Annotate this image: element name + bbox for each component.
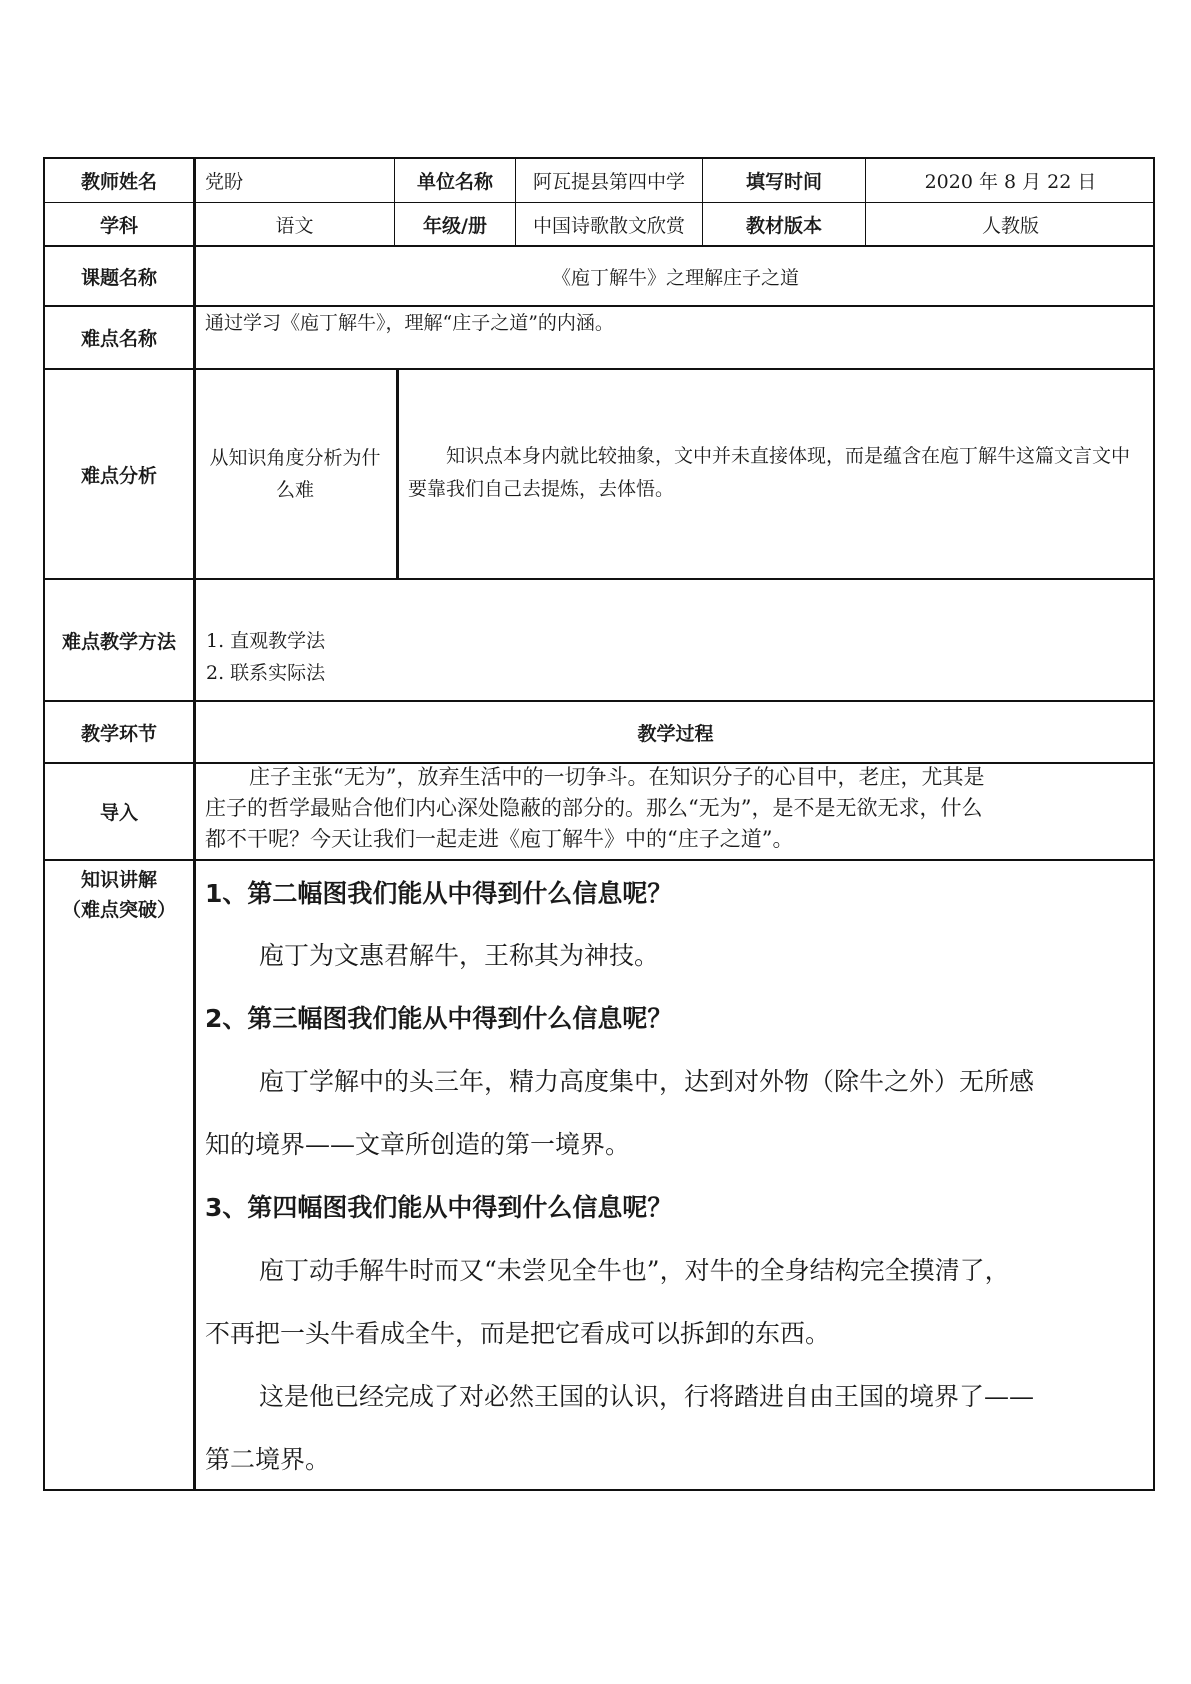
answer-2-line-2: 知的境界——文章所创造的第一境界。 (205, 1130, 631, 1159)
method-item-2: 2. 联系实际法 (206, 662, 326, 684)
lesson-plan-table (43, 157, 1155, 1491)
answer-4-line-1: 这是他已经完成了对必然王国的认识，行将踏进自由王国的境界了—— (259, 1382, 1035, 1411)
intro-label: 导入 (99, 802, 138, 824)
edition-label: 教材版本 (745, 214, 822, 237)
answer-4-line-2: 第二境界。 (205, 1445, 331, 1474)
column-divider (193, 159, 196, 1489)
grade-value: 中国诗歌散文欣赏 (532, 214, 685, 237)
answer-2-line-1: 庖丁学解中的头三年，精力高度集中，达到对外物（除牛之外）无所感 (259, 1067, 1035, 1096)
teacher-name-label: 教师姓名 (80, 171, 157, 193)
topic-value: 《庖丁解牛》之理解庄子之道 (551, 266, 799, 289)
question-1: 1、第二幅图我们能从中得到什么信息呢？ (205, 879, 673, 908)
answer-3-line-1: 庖丁动手解牛时而又“未尝见全牛也”，对牛的全身结构完全摸清了， (259, 1256, 1010, 1285)
subject-label: 学科 (99, 214, 138, 237)
topic-label: 课题名称 (80, 266, 157, 289)
difficulty-value: 通过学习《庖丁解牛》，理解“庄子之道”的内涵。 (205, 312, 614, 334)
row-divider (45, 859, 1153, 861)
analysis-content: 知识点本身内就比较抽象，文中并未直接体现，而是蕴含在庖丁解牛这篇文言文中要靠我们自己去提炼，去体悟。 (408, 445, 1131, 500)
knowledge-label: 知识讲解 (80, 869, 157, 891)
answer-3-line-2: 不再把一头牛看成全牛，而是把它看成可以拆卸的东西。 (205, 1319, 831, 1348)
intro-line-1: 庄子主张“无为”，放弃生活中的一切争斗。在知识分子的心目中，老庄，尤其是 (249, 765, 985, 789)
row-divider (45, 578, 1153, 580)
subject-value: 语文 (275, 214, 314, 237)
intro-line-3: 都不干呢？今天让我们一起走进《庖丁解牛》中的“庄子之道”。 (205, 827, 794, 851)
process-content-header: 教学过程 (637, 722, 714, 745)
edition-value: 人教版 (981, 214, 1039, 237)
method-label: 难点教学方法 (61, 630, 176, 653)
grade-label: 年级/册 (423, 214, 487, 237)
fill-time-value: 2020 年 8 月 22 日 (924, 171, 1097, 193)
answer-1: 庖丁为文惠君解牛，王称其为神技。 (259, 941, 660, 970)
analysis-label: 难点分析 (80, 464, 157, 487)
unit-label: 单位名称 (416, 171, 493, 193)
difficulty-label: 难点名称 (80, 328, 157, 350)
knowledge-sub-label: （难点突破） (61, 899, 176, 921)
question-2: 2、第三幅图我们能从中得到什么信息呢？ (205, 1004, 673, 1033)
analysis-sub-label: 从知识角度分析为什么难 (209, 447, 381, 501)
teacher-name-value: 党盼 (205, 171, 244, 193)
method-item-1: 1. 直观教学法 (206, 630, 326, 652)
unit-value: 阿瓦提县第四中学 (532, 171, 685, 193)
question-3: 3、第四幅图我们能从中得到什么信息呢？ (205, 1193, 673, 1222)
intro-line-2: 庄子的哲学最贴合他们内心深处隐蔽的部分的。那么“无为”，是不是无欲无求，什么 (205, 796, 983, 820)
fill-time-label: 填写时间 (745, 171, 822, 193)
process-stage-header: 教学环节 (80, 722, 157, 745)
column-divider (396, 368, 399, 578)
